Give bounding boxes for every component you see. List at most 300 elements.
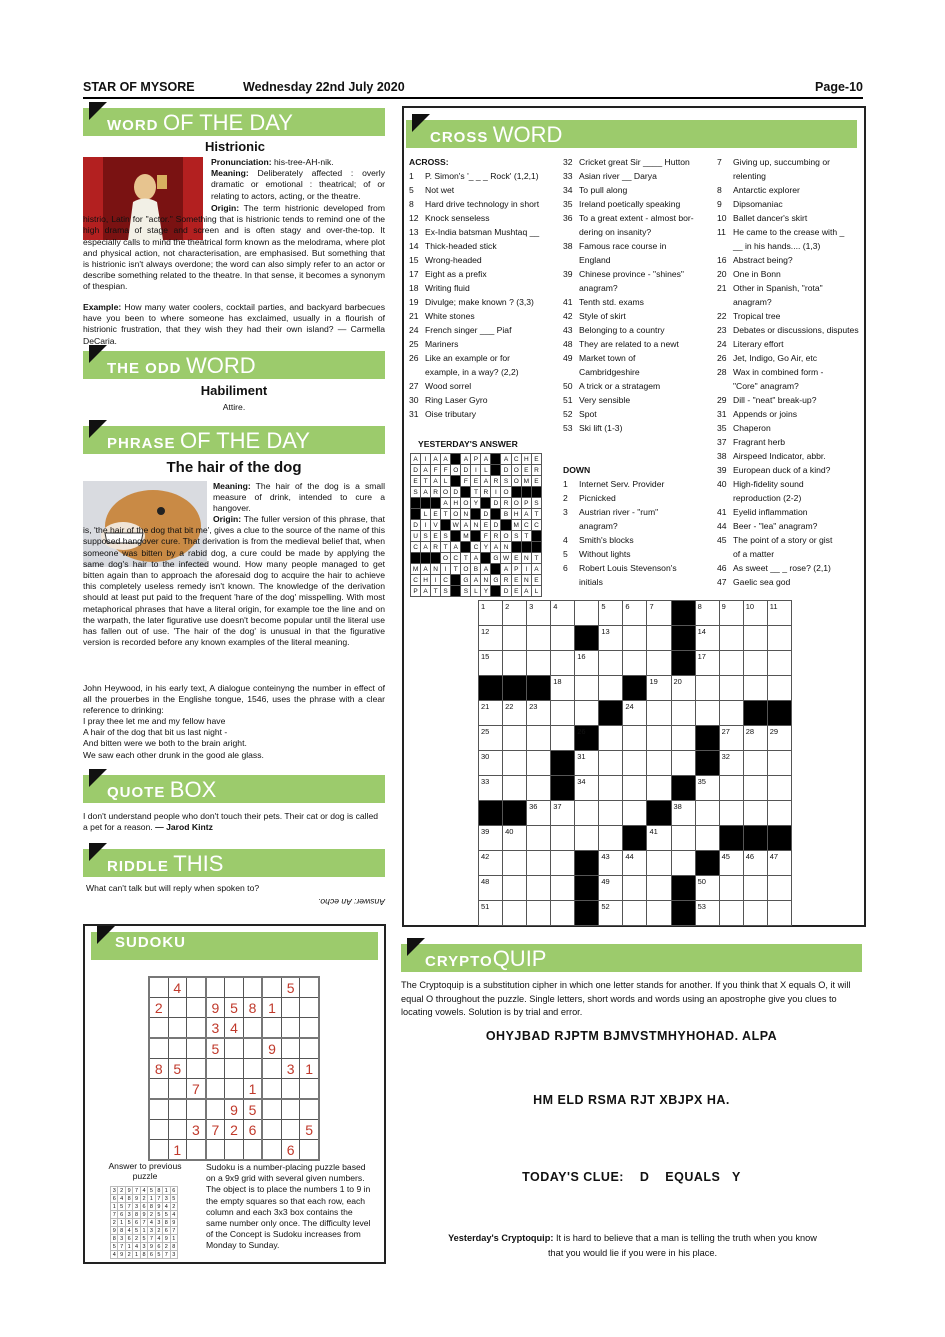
crossword-cell[interactable] [623, 601, 647, 626]
crossword-cell[interactable] [743, 876, 767, 901]
crossword-cell[interactable] [647, 751, 671, 776]
sudoku-cell[interactable] [281, 1079, 300, 1100]
cell-number: 5 [601, 602, 606, 611]
crossword-cell[interactable] [527, 851, 551, 876]
crossword-cell[interactable] [671, 726, 695, 751]
sudoku-cell[interactable] [168, 1079, 187, 1100]
cell-number: 53 [697, 902, 706, 911]
sudoku-cell[interactable]: 9 [206, 998, 225, 1018]
answer-cell: A [501, 564, 511, 575]
crossword-cell[interactable] [479, 601, 503, 626]
crossword-cell[interactable] [503, 776, 527, 801]
black-square [527, 676, 551, 701]
crossword-cell[interactable] [695, 776, 719, 801]
sudoku-answer-cell: 7 [155, 1195, 162, 1203]
sudoku-cell[interactable] [206, 1140, 225, 1161]
sudoku-answer-cell: 3 [118, 1235, 125, 1243]
cell-number: 30 [481, 752, 490, 761]
cell-number: 46 [745, 852, 755, 861]
sudoku-cell[interactable] [300, 1079, 319, 1100]
crossword-cell[interactable] [503, 751, 527, 776]
crossword-cell[interactable] [527, 651, 551, 676]
sudoku-cell[interactable] [149, 1018, 168, 1039]
crossword-cell[interactable] [527, 826, 551, 851]
crossword-cell[interactable] [503, 876, 527, 901]
crossword-cell[interactable] [743, 776, 767, 801]
sudoku-cell[interactable] [206, 1099, 225, 1120]
crossword-cell[interactable] [767, 651, 791, 676]
sudoku-cell[interactable]: 1 [168, 1140, 187, 1161]
crossword-grid[interactable] [478, 600, 792, 926]
clue-text: French singer ___ Piaf [425, 325, 512, 335]
crossword-cell[interactable] [767, 676, 791, 701]
clue [409, 309, 559, 323]
sudoku-cell[interactable]: 4 [168, 977, 187, 998]
sudoku-cell[interactable] [168, 1038, 187, 1059]
crossword-cell[interactable] [647, 876, 671, 901]
sudoku-cell[interactable] [149, 977, 168, 998]
black-square [521, 542, 531, 553]
sudoku-cell[interactable] [149, 1120, 168, 1140]
crossword-cell[interactable] [503, 651, 527, 676]
crossword-cell[interactable] [719, 851, 743, 876]
sudoku-cell[interactable] [262, 1018, 281, 1039]
sudoku-cell[interactable] [225, 1140, 244, 1161]
crossword-cell[interactable] [623, 851, 647, 876]
crossword-cell[interactable] [599, 801, 623, 826]
crossword-cell[interactable] [671, 801, 695, 826]
crossword-cell[interactable] [647, 676, 671, 701]
crossword-cell[interactable] [671, 826, 695, 851]
crossword-cell[interactable] [575, 601, 599, 626]
crossword-cell[interactable] [623, 801, 647, 826]
crossword-cell[interactable] [527, 701, 551, 726]
crossword-cell[interactable] [695, 676, 719, 701]
across-clues-col2 [563, 155, 713, 435]
crossword-cell[interactable] [599, 726, 623, 751]
cell-number: 6 [625, 602, 630, 611]
black-square [411, 509, 421, 520]
crossword-cell[interactable] [743, 651, 767, 676]
clue-text: Very sensible [579, 395, 631, 405]
answer-cell: A [481, 476, 491, 487]
crossword-cell[interactable] [695, 826, 719, 851]
answer-cell: A [521, 586, 531, 597]
clue-number: 45 [717, 535, 727, 545]
crossword-cell[interactable] [599, 851, 623, 876]
cell-number: 17 [697, 652, 706, 661]
answer-cell: N [481, 575, 491, 586]
sudoku-cell[interactable]: 6 [281, 1140, 300, 1161]
sudoku-cell[interactable] [206, 1079, 225, 1100]
crossword-cell[interactable] [527, 901, 551, 926]
clue [563, 197, 713, 211]
sudoku-cell[interactable] [243, 977, 262, 998]
crossword-cell[interactable] [719, 726, 743, 751]
crossword-cell[interactable] [527, 776, 551, 801]
crossword-cell[interactable] [767, 601, 791, 626]
masthead-rule [83, 97, 863, 99]
sudoku-cell[interactable] [149, 1079, 168, 1100]
sudoku-cell[interactable] [262, 1059, 281, 1079]
sudoku-cell[interactable]: 1 [300, 1059, 319, 1079]
sudoku-cell[interactable] [243, 1038, 262, 1059]
crossword-cell[interactable] [575, 826, 599, 851]
crossword-cell[interactable] [767, 776, 791, 801]
clue-number: 18 [409, 283, 419, 293]
crossword-cell[interactable] [551, 601, 575, 626]
crossword-cell[interactable] [743, 626, 767, 651]
sudoku-cell[interactable] [243, 1018, 262, 1039]
crossword-cell[interactable] [503, 626, 527, 651]
crossword-cell[interactable] [623, 776, 647, 801]
crossword-cell[interactable] [551, 651, 575, 676]
crossword-cell[interactable] [575, 676, 599, 701]
crossword-cell[interactable] [599, 826, 623, 851]
crossword-cell[interactable] [551, 901, 575, 926]
crossword-cell[interactable] [527, 601, 551, 626]
sudoku-cell[interactable]: 1 [262, 998, 281, 1018]
answer-cell: C [531, 520, 541, 531]
crossword-cell[interactable] [743, 851, 767, 876]
crossword-cell[interactable] [503, 701, 527, 726]
crossword-cell[interactable] [647, 851, 671, 876]
clue-number: 20 [717, 269, 727, 279]
crossword-cell[interactable] [479, 626, 503, 651]
sudoku-cell[interactable] [281, 1038, 300, 1059]
black-square [551, 751, 575, 776]
cell-number: 38 [673, 802, 682, 811]
answer-cell: H [421, 575, 431, 586]
quote-header [83, 775, 385, 803]
crossword-cell[interactable] [719, 901, 743, 926]
sudoku-cell[interactable]: 4 [225, 1018, 244, 1039]
crossword-cell[interactable] [503, 851, 527, 876]
crossword-cell[interactable] [647, 776, 671, 801]
crossword-cell[interactable] [623, 751, 647, 776]
crossword-cell[interactable] [527, 801, 551, 826]
black-square [491, 564, 501, 575]
crossword-cell[interactable] [719, 876, 743, 901]
sudoku-cell[interactable]: 5 [281, 977, 300, 998]
crossword-cell[interactable] [575, 801, 599, 826]
down-label: DOWN [563, 465, 591, 475]
crossword-cell[interactable] [719, 651, 743, 676]
sudoku-cell[interactable] [225, 1038, 244, 1059]
sudoku-cell[interactable] [206, 1059, 225, 1079]
sudoku-cell[interactable]: 6 [243, 1120, 262, 1140]
sudoku-cell[interactable] [149, 1140, 168, 1161]
clue-text: Dill - "neat" break-up? [733, 395, 817, 405]
yesterday-answer-label: YESTERDAY'S ANSWER [418, 439, 518, 449]
crossword-cell[interactable] [599, 751, 623, 776]
crossword-cell[interactable] [551, 676, 575, 701]
sudoku-cell[interactable] [243, 1059, 262, 1079]
crossword-cell[interactable] [599, 876, 623, 901]
sudoku-cell[interactable] [225, 1059, 244, 1079]
header-large: OF THE DAY [162, 110, 293, 135]
answer-cell: A [411, 454, 421, 465]
black-square [479, 676, 503, 701]
crossword-cell[interactable] [479, 726, 503, 751]
crossword-cell[interactable] [551, 701, 575, 726]
crossword-cell[interactable] [695, 651, 719, 676]
sudoku-cell[interactable]: 7 [206, 1120, 225, 1140]
crossword-cell[interactable] [479, 776, 503, 801]
answer-cell: N [521, 553, 531, 564]
crossword-cell[interactable] [551, 876, 575, 901]
crossword-cell[interactable] [623, 701, 647, 726]
crossword-cell[interactable] [503, 726, 527, 751]
sudoku-cell[interactable]: 3 [206, 1018, 225, 1039]
answer-cell: L [471, 586, 481, 597]
crossword-cell[interactable] [647, 651, 671, 676]
clue [563, 225, 713, 239]
clue-number: 10 [717, 213, 727, 223]
crossword-cell[interactable] [743, 726, 767, 751]
sudoku-cell[interactable]: 5 [206, 1038, 225, 1059]
crossword-cell[interactable] [503, 601, 527, 626]
sudoku-cell[interactable] [168, 998, 187, 1018]
crossword-cell[interactable] [743, 676, 767, 701]
black-square [511, 487, 521, 498]
sudoku-cell[interactable] [262, 1079, 281, 1100]
sudoku-answer-cell: 1 [140, 1227, 147, 1235]
crossword-cell[interactable] [647, 901, 671, 926]
clue [409, 211, 559, 225]
sudoku-cell[interactable]: 8 [149, 1059, 168, 1079]
crossword-cell[interactable] [599, 626, 623, 651]
sudoku-cell[interactable] [168, 1120, 187, 1140]
crossword-cell[interactable] [767, 626, 791, 651]
crossword-cell[interactable] [743, 901, 767, 926]
crossword-cell[interactable] [623, 726, 647, 751]
sudoku-cell[interactable] [187, 977, 206, 998]
crossword-cell[interactable] [479, 876, 503, 901]
sudoku-cell[interactable]: 9 [262, 1038, 281, 1059]
clue [409, 253, 559, 267]
sudoku-cell[interactable]: 5 [225, 998, 244, 1018]
sudoku-answer-cell: 9 [148, 1243, 155, 1251]
sudoku-cell[interactable]: 5 [243, 1099, 262, 1120]
sudoku-answer-cell: 7 [111, 1211, 118, 1219]
crossword-cell[interactable] [671, 676, 695, 701]
answer-cell: D [481, 509, 491, 520]
cell-number: 29 [769, 727, 779, 736]
sudoku-cell[interactable] [262, 1099, 281, 1120]
answer-cell: T [471, 487, 481, 498]
black-square [767, 701, 791, 726]
sudoku-cell[interactable] [300, 1140, 319, 1161]
crossword-cell[interactable] [671, 851, 695, 876]
clue-text: Ballet dancer's skirt [733, 213, 808, 223]
crossword-cell[interactable] [599, 901, 623, 926]
clue-number: 28 [717, 367, 727, 377]
crossword-cell[interactable] [719, 626, 743, 651]
sudoku-cell[interactable] [187, 1018, 206, 1039]
clue [563, 309, 713, 323]
sudoku-cell[interactable] [262, 977, 281, 998]
sudoku-cell[interactable] [187, 1038, 206, 1059]
sudoku-cell[interactable] [300, 1018, 319, 1039]
sudoku-cell[interactable] [281, 1120, 300, 1140]
clue [717, 225, 857, 239]
sudoku-cell[interactable] [300, 977, 319, 998]
crossword-cell[interactable] [623, 876, 647, 901]
sudoku-answer-cell: 8 [140, 1251, 147, 1259]
crossword-cell[interactable] [479, 901, 503, 926]
sudoku-cell[interactable] [187, 998, 206, 1018]
clue [563, 337, 713, 351]
crossword-cell[interactable] [551, 801, 575, 826]
sudoku-cell[interactable]: 3 [281, 1059, 300, 1079]
crossword-cell[interactable] [647, 601, 671, 626]
crossword-cell[interactable] [743, 751, 767, 776]
crossword-cell[interactable] [767, 726, 791, 751]
crossword-cell[interactable] [527, 751, 551, 776]
crossword-cell[interactable] [527, 876, 551, 901]
crossword-cell[interactable] [527, 726, 551, 751]
sudoku-answer-cell: 6 [155, 1243, 162, 1251]
crossword-cell[interactable] [719, 801, 743, 826]
clue [409, 323, 559, 337]
crossword-cell[interactable] [551, 826, 575, 851]
sudoku-cell[interactable]: 2 [225, 1120, 244, 1140]
crossword-cell[interactable] [599, 776, 623, 801]
cell-number: 34 [577, 777, 586, 786]
sudoku-cell[interactable] [281, 998, 300, 1018]
crossword-cell[interactable] [575, 751, 599, 776]
sudoku-cell[interactable]: 7 [187, 1079, 206, 1100]
answer-cell: B [471, 564, 481, 575]
crossword-cell[interactable] [719, 676, 743, 701]
sudoku-cell[interactable] [149, 1099, 168, 1120]
crossword-cell[interactable] [575, 701, 599, 726]
clue-text: relenting [733, 171, 766, 181]
clue-text: Tropical tree [733, 311, 781, 321]
crossword-cell[interactable] [743, 601, 767, 626]
answer-cell: F [461, 476, 471, 487]
sudoku-cell[interactable] [206, 977, 225, 998]
crossword-cell[interactable] [647, 826, 671, 851]
sudoku-answer-cell: 4 [170, 1211, 178, 1219]
crossword-cell[interactable] [575, 776, 599, 801]
sudoku-cell[interactable] [300, 998, 319, 1018]
crossword-cell[interactable] [527, 626, 551, 651]
sudoku-cell[interactable] [168, 1018, 187, 1039]
crossword-cell[interactable] [623, 626, 647, 651]
crossword-cell[interactable] [551, 626, 575, 651]
page-number: Page-10 [815, 80, 863, 94]
clue-number: 31 [409, 409, 419, 419]
cryptoquip-header [401, 944, 862, 972]
crossword-cell[interactable] [695, 701, 719, 726]
crossword-cell[interactable] [599, 601, 623, 626]
crossword-cell[interactable] [479, 701, 503, 726]
crossword-cell[interactable] [551, 851, 575, 876]
word-of-day-origin [83, 203, 385, 293]
crossword-cell[interactable] [743, 801, 767, 826]
crossword-cell[interactable] [719, 751, 743, 776]
crossword-cell[interactable] [647, 726, 671, 751]
sudoku-answer-cell: 9 [163, 1235, 170, 1243]
sudoku-cell[interactable]: 1 [243, 1079, 262, 1100]
crossword-cell[interactable] [623, 651, 647, 676]
crossword-cell[interactable] [503, 901, 527, 926]
sudoku-cell[interactable]: 5 [300, 1120, 319, 1140]
crossword-cell[interactable] [695, 601, 719, 626]
sudoku-cell[interactable]: 8 [243, 998, 262, 1018]
sudoku-cell[interactable] [187, 1140, 206, 1161]
crossword-cell[interactable] [479, 851, 503, 876]
crossword-cell[interactable] [503, 826, 527, 851]
crossword-cell[interactable] [767, 876, 791, 901]
crossword-cell[interactable] [479, 826, 503, 851]
crossword-cell[interactable] [767, 751, 791, 776]
answer-cell: P [521, 498, 531, 509]
sudoku-cell[interactable] [149, 1038, 168, 1059]
sudoku-cell[interactable] [281, 1099, 300, 1120]
crossword-cell[interactable] [479, 651, 503, 676]
crossword-cell[interactable] [695, 901, 719, 926]
sudoku-cell[interactable] [281, 1018, 300, 1039]
crossword-cell[interactable] [767, 801, 791, 826]
cell-number: 37 [553, 802, 562, 811]
crossword-cell[interactable] [767, 851, 791, 876]
crossword-cell[interactable] [551, 726, 575, 751]
clue-text: of a matter [733, 549, 775, 559]
crossword-cell[interactable] [671, 751, 695, 776]
sudoku-cell[interactable] [262, 1120, 281, 1140]
crossword-cell[interactable] [719, 701, 743, 726]
clue-text: European duck of a kind? [733, 465, 831, 475]
sudoku-cell[interactable]: 2 [149, 998, 168, 1018]
sudoku-cell[interactable] [225, 1079, 244, 1100]
crossword-cell[interactable] [767, 901, 791, 926]
sudoku-cell[interactable] [187, 1099, 206, 1120]
crossword-cell[interactable] [647, 701, 671, 726]
sudoku-cell[interactable] [187, 1059, 206, 1079]
crossword-cell[interactable] [719, 601, 743, 626]
crossword-cell[interactable] [623, 901, 647, 926]
sudoku-cell[interactable] [225, 977, 244, 998]
clue-number: 39 [717, 465, 727, 475]
crossword-cell[interactable] [647, 626, 671, 651]
sudoku-cell[interactable]: 5 [168, 1059, 187, 1079]
sudoku-cell[interactable] [243, 1140, 262, 1161]
crossword-cell[interactable] [575, 651, 599, 676]
crossword-cell[interactable] [695, 876, 719, 901]
sudoku-cell[interactable]: 3 [187, 1120, 206, 1140]
sudoku-cell[interactable] [300, 1099, 319, 1120]
cell-number: 43 [601, 852, 610, 861]
crossword-cell[interactable] [671, 701, 695, 726]
answer-cell: O [441, 553, 451, 564]
sudoku-cell[interactable] [262, 1140, 281, 1161]
crossword-cell[interactable] [695, 626, 719, 651]
sudoku-cell[interactable] [300, 1038, 319, 1059]
crossword-cell[interactable] [479, 751, 503, 776]
clue [563, 323, 713, 337]
crossword-cell[interactable] [695, 801, 719, 826]
sudoku-answer-cell: 1 [163, 1187, 170, 1195]
black-square [411, 498, 421, 509]
sudoku-cell[interactable] [168, 1099, 187, 1120]
crossword-cell[interactable] [599, 676, 623, 701]
crossword-cell[interactable] [599, 651, 623, 676]
crossword-cell[interactable] [719, 776, 743, 801]
sudoku-cell[interactable]: 9 [225, 1099, 244, 1120]
